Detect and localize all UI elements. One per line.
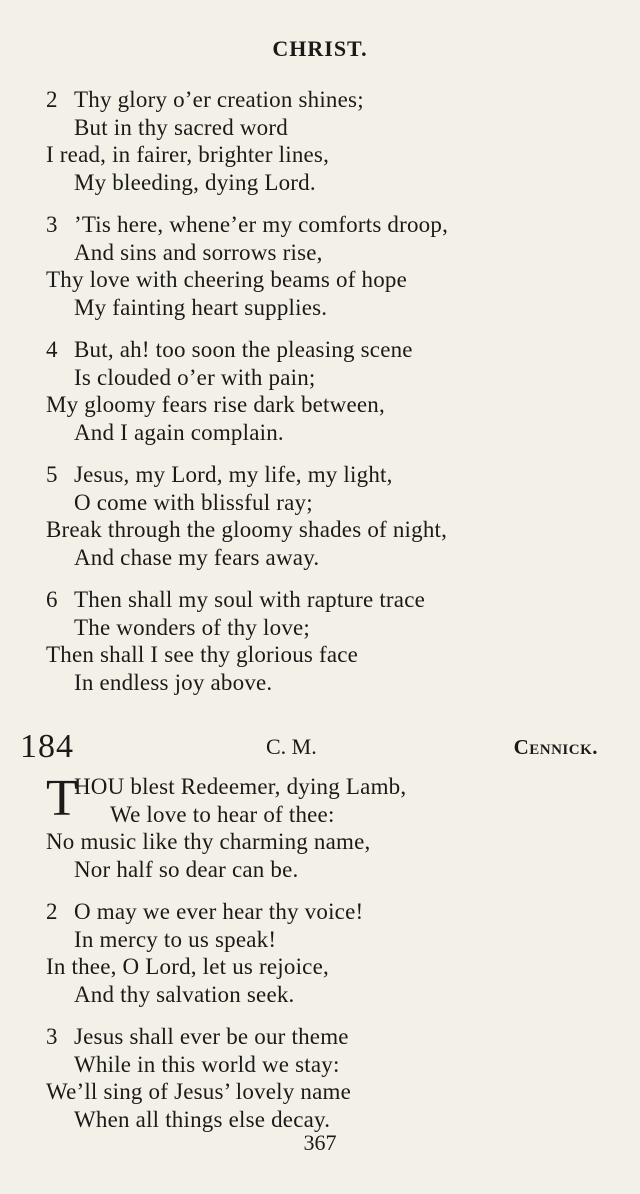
verse-line: No music like thy charming name, — [46, 829, 371, 854]
verse-line: But, ah! too soon the pleasing scene — [74, 337, 413, 362]
verse-line: When all things else decay. — [74, 1106, 331, 1132]
verse-line: O may we ever hear thy voice! — [74, 899, 364, 924]
verse-line: While in this world we stay: — [74, 1051, 340, 1077]
verse — [46, 461, 606, 571]
verse-line: ’Tis here, whene’er my comforts droop, — [74, 212, 449, 237]
verse-line: O come with blissful ray; — [74, 489, 313, 515]
verse — [46, 898, 606, 1008]
hymn-author: Cennick. — [513, 735, 598, 759]
verse-line: And chase my fears away. — [74, 544, 320, 570]
verse-line: And sins and sorrows rise, — [74, 239, 323, 265]
verse-line: HOU blest Redeemer, dying Lamb, — [74, 774, 407, 799]
verse-line: My bleeding, dying Lord. — [74, 169, 316, 195]
verse-number: 2 — [46, 87, 58, 112]
verse-line: I read, in fairer, brighter lines, — [46, 142, 330, 167]
page-number: 367 — [303, 1130, 337, 1155]
verse-line: Then shall I see thy glorious face — [46, 642, 359, 667]
verse-line: And I again complain. — [74, 419, 284, 445]
verse-line: Jesus shall ever be our theme — [74, 1024, 349, 1049]
verse-line: Thy love with cheering beams of hope — [46, 267, 408, 292]
verse-line: Jesus, my Lord, my life, my light, — [74, 462, 393, 487]
verse-line: In thee, O Lord, let us rejoice, — [46, 954, 329, 979]
verse-number: 3 — [46, 212, 58, 237]
verse — [46, 770, 606, 883]
hymn-meter: C. M. — [266, 734, 317, 759]
drop-cap: T — [46, 770, 78, 827]
verse-number: 4 — [46, 337, 58, 362]
hymn-number: 184 — [20, 728, 74, 765]
verse-line: And thy salvation seek. — [74, 981, 295, 1007]
verse-number: 2 — [46, 899, 58, 924]
verse-line: Nor half so dear can be. — [74, 856, 299, 882]
verse-line: In endless joy above. — [74, 669, 273, 695]
verse-line: Is clouded o’er with pain; — [74, 364, 316, 390]
verse-line: Break through the gloomy shades of night, — [46, 517, 448, 542]
verse-line: We’ll sing of Jesus’ lovely name — [46, 1079, 351, 1104]
verse-line: Then shall my soul with rapture trace — [74, 587, 426, 612]
verse — [46, 211, 606, 321]
hymn-184-heading — [20, 728, 598, 768]
running-header: CHRIST. — [272, 36, 368, 61]
verse-number: 3 — [46, 1024, 58, 1049]
verse — [46, 586, 606, 696]
hymn-183-verses — [46, 86, 606, 711]
verse — [46, 336, 606, 446]
verse-line: But in thy sacred word — [74, 114, 288, 140]
verse-line: My fainting heart supplies. — [74, 294, 328, 320]
verse-line: My gloomy fears rise dark between, — [46, 392, 385, 417]
verse-line: The wonders of thy love; — [74, 614, 311, 640]
hymn-184-verses — [46, 770, 606, 1148]
verse-number: 6 — [46, 587, 58, 612]
verse — [46, 86, 606, 196]
verse — [46, 1023, 606, 1133]
verse-line: We love to hear of thee: — [110, 801, 335, 827]
verse-number: 5 — [46, 462, 58, 487]
verse-line: In mercy to us speak! — [74, 926, 277, 952]
verse-line: Thy glory o’er creation shines; — [74, 87, 364, 112]
